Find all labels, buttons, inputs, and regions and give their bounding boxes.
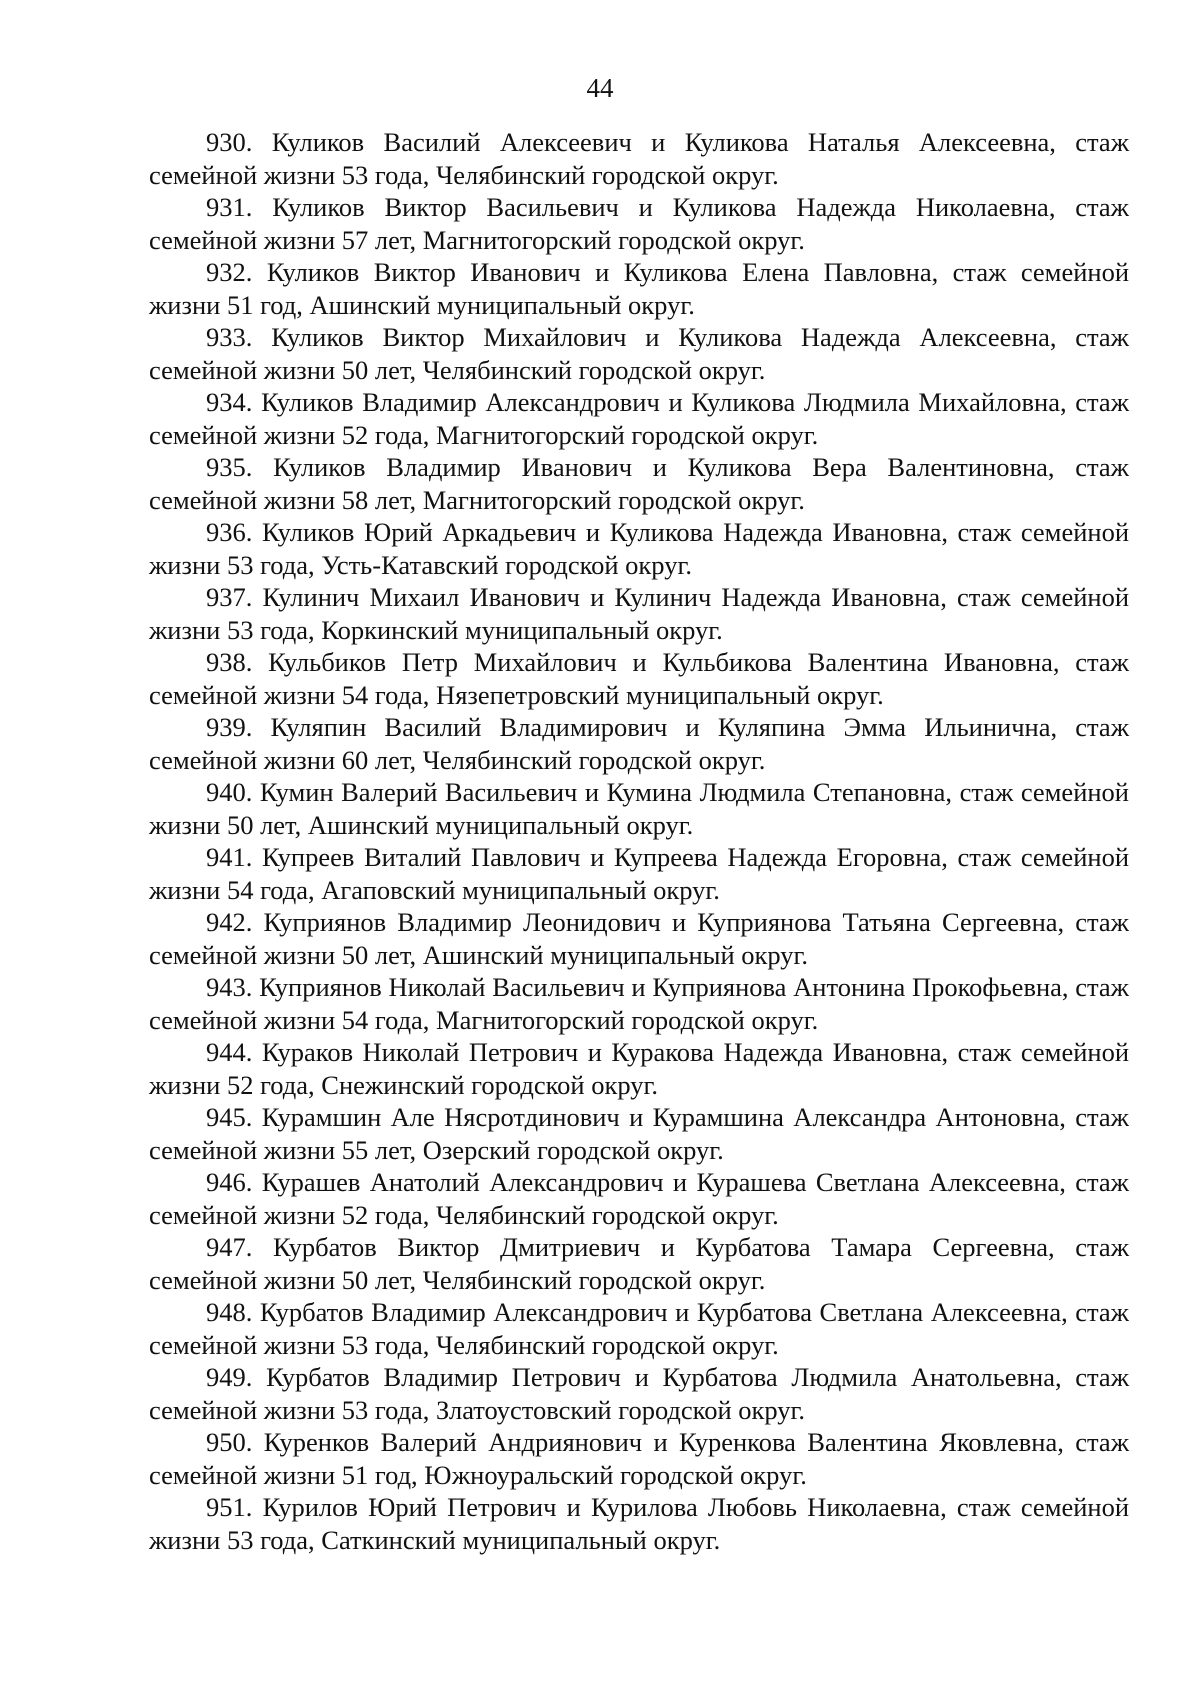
item-number: 951. — [206, 1492, 253, 1522]
item-text: Куприянов Николай Васильевич и Куприянова Антонина Прокофьевна, стаж семейной жизни 54 года, Магнитогорский городской округ. — [149, 972, 1129, 1035]
list-item — [149, 516, 1129, 581]
item-text: Куприянов Владимир Леонидович и Куприянова Татьяна Сергеевна, стаж семейной жизни 50 лет, Ашинский муниципальный округ. — [149, 907, 1129, 970]
item-text: Курбатов Владимир Александрович и Курбатова Светлана Алексеевна, стаж семейной жизни 53 года, Челябинский городской округ. — [149, 1297, 1129, 1360]
item-text: Курбатов Владимир Петрович и Курбатова Людмила Анатольевна, стаж семейной жизни 53 года, Златоустовский городской округ. — [149, 1362, 1130, 1425]
item-number: 945. — [206, 1102, 253, 1132]
item-number: 947. — [206, 1232, 253, 1262]
item-text: Курилов Юрий Петрович и Курилова Любовь Николаевна, стаж семейной жизни 53 года, Саткинский муниципальный округ. — [149, 1492, 1130, 1555]
list-item — [149, 1036, 1129, 1101]
list-item — [149, 386, 1129, 451]
item-number: 931. — [206, 192, 253, 222]
list-item — [149, 581, 1129, 646]
item-text: Куликов Юрий Аркадьевич и Куликова Надежда Ивановна, стаж семейной жизни 53 года, Усть-Катавский городской округ. — [149, 517, 1130, 580]
item-number: 936. — [206, 517, 253, 547]
item-text: Курбатов Виктор Дмитриевич и Курбатова Тамара Сергеевна, стаж семейной жизни 50 лет, Челябинский городской округ. — [149, 1232, 1130, 1295]
item-number: 944. — [206, 1037, 253, 1067]
item-text: Куликов Виктор Михайлович и Куликова Надежда Алексеевна, стаж семейной жизни 50 лет, Челябинский городской округ. — [149, 322, 1129, 385]
item-number: 942. — [206, 907, 253, 937]
item-number: 932. — [206, 257, 253, 287]
item-text: Кураков Николай Петрович и Куракова Надежда Ивановна, стаж семейной жизни 52 года, Снежинский городской округ. — [149, 1037, 1130, 1100]
page-number: 44 — [586, 73, 614, 103]
item-text: Куликов Виктор Иванович и Куликова Елена Павловна, стаж семейной жизни 51 год, Ашинский муниципальный округ. — [149, 257, 1130, 320]
item-number: 934. — [206, 387, 253, 417]
list-item — [149, 711, 1129, 776]
list-item — [149, 191, 1129, 256]
item-text: Кульбиков Петр Михайлович и Кульбикова Валентина Ивановна, стаж семейной жизни 54 года, Нязепетровский муниципальный округ. — [149, 647, 1129, 710]
item-text: Купреев Виталий Павлович и Купреева Надежда Егоровна, стаж семейной жизни 54 года, Агаповский муниципальный округ. — [149, 842, 1129, 905]
item-number: 950. — [206, 1427, 253, 1457]
item-number: 938. — [206, 647, 253, 677]
item-number: 940. — [206, 777, 253, 807]
item-text: Куликов Василий Алексеевич и Куликова Наталья Алексеевна, стаж семейной жизни 53 года, Челябинский городской округ. — [149, 127, 1130, 190]
list-item — [149, 906, 1129, 971]
item-number: 937. — [206, 582, 253, 612]
list-item — [149, 1231, 1129, 1296]
list-item — [149, 451, 1129, 516]
item-number: 949. — [206, 1362, 253, 1392]
list-item — [149, 126, 1129, 191]
item-text: Кулинич Михаил Иванович и Кулинич Надежда Ивановна, стаж семейной жизни 53 года, Коркинский муниципальный округ. — [149, 582, 1129, 645]
item-number: 939. — [206, 712, 253, 742]
item-number: 943. — [206, 972, 253, 1002]
item-text: Куликов Владимир Александрович и Куликова Людмила Михайловна, стаж семейной жизни 52 года, Магнитогорский городской округ. — [149, 387, 1129, 450]
list-item — [149, 646, 1129, 711]
item-number: 935. — [206, 452, 253, 482]
item-text: Куликов Виктор Васильевич и Куликова Надежда Николаевна, стаж семейной жизни 57 лет, Магнитогорский городской округ. — [149, 192, 1129, 255]
list-item — [149, 321, 1129, 386]
list-item — [149, 1166, 1129, 1231]
award-list — [149, 126, 1129, 1556]
list-item — [149, 841, 1129, 906]
list-item — [149, 1361, 1129, 1426]
list-item — [149, 1491, 1129, 1556]
list-item — [149, 1101, 1129, 1166]
item-number: 948. — [206, 1297, 253, 1327]
list-item — [149, 1426, 1129, 1491]
item-number: 941. — [206, 842, 253, 872]
item-number: 946. — [206, 1167, 253, 1197]
list-item — [149, 1296, 1129, 1361]
list-item — [149, 776, 1129, 841]
item-text: Куренков Валерий Андриянович и Куренкова Валентина Яковлевна, стаж семейной жизни 51 год, Южноуральский городской округ. — [149, 1427, 1130, 1490]
item-text: Кумин Валерий Васильевич и Кумина Людмила Степановна, стаж семейной жизни 50 лет, Ашинский муниципальный округ. — [149, 777, 1129, 840]
item-number: 933. — [206, 322, 253, 352]
list-item — [149, 971, 1129, 1036]
item-text: Куликов Владимир Иванович и Куликова Вера Валентиновна, стаж семейной жизни 58 лет, Магнитогорский городской округ. — [149, 452, 1129, 515]
item-number: 930. — [206, 127, 253, 157]
item-text: Курашев Анатолий Александрович и Курашева Светлана Алексеевна, стаж семейной жизни 52 года, Челябинский городской округ. — [149, 1167, 1129, 1230]
item-text: Куляпин Василий Владимирович и Куляпина Эмма Ильинична, стаж семейной жизни 60 лет, Челябинский городской округ. — [149, 712, 1130, 775]
item-text: Курамшин Але Нясротдинович и Курамшина Александра Антоновна, стаж семейной жизни 55 лет, Озерский городской округ. — [149, 1102, 1129, 1165]
list-item — [149, 256, 1129, 321]
